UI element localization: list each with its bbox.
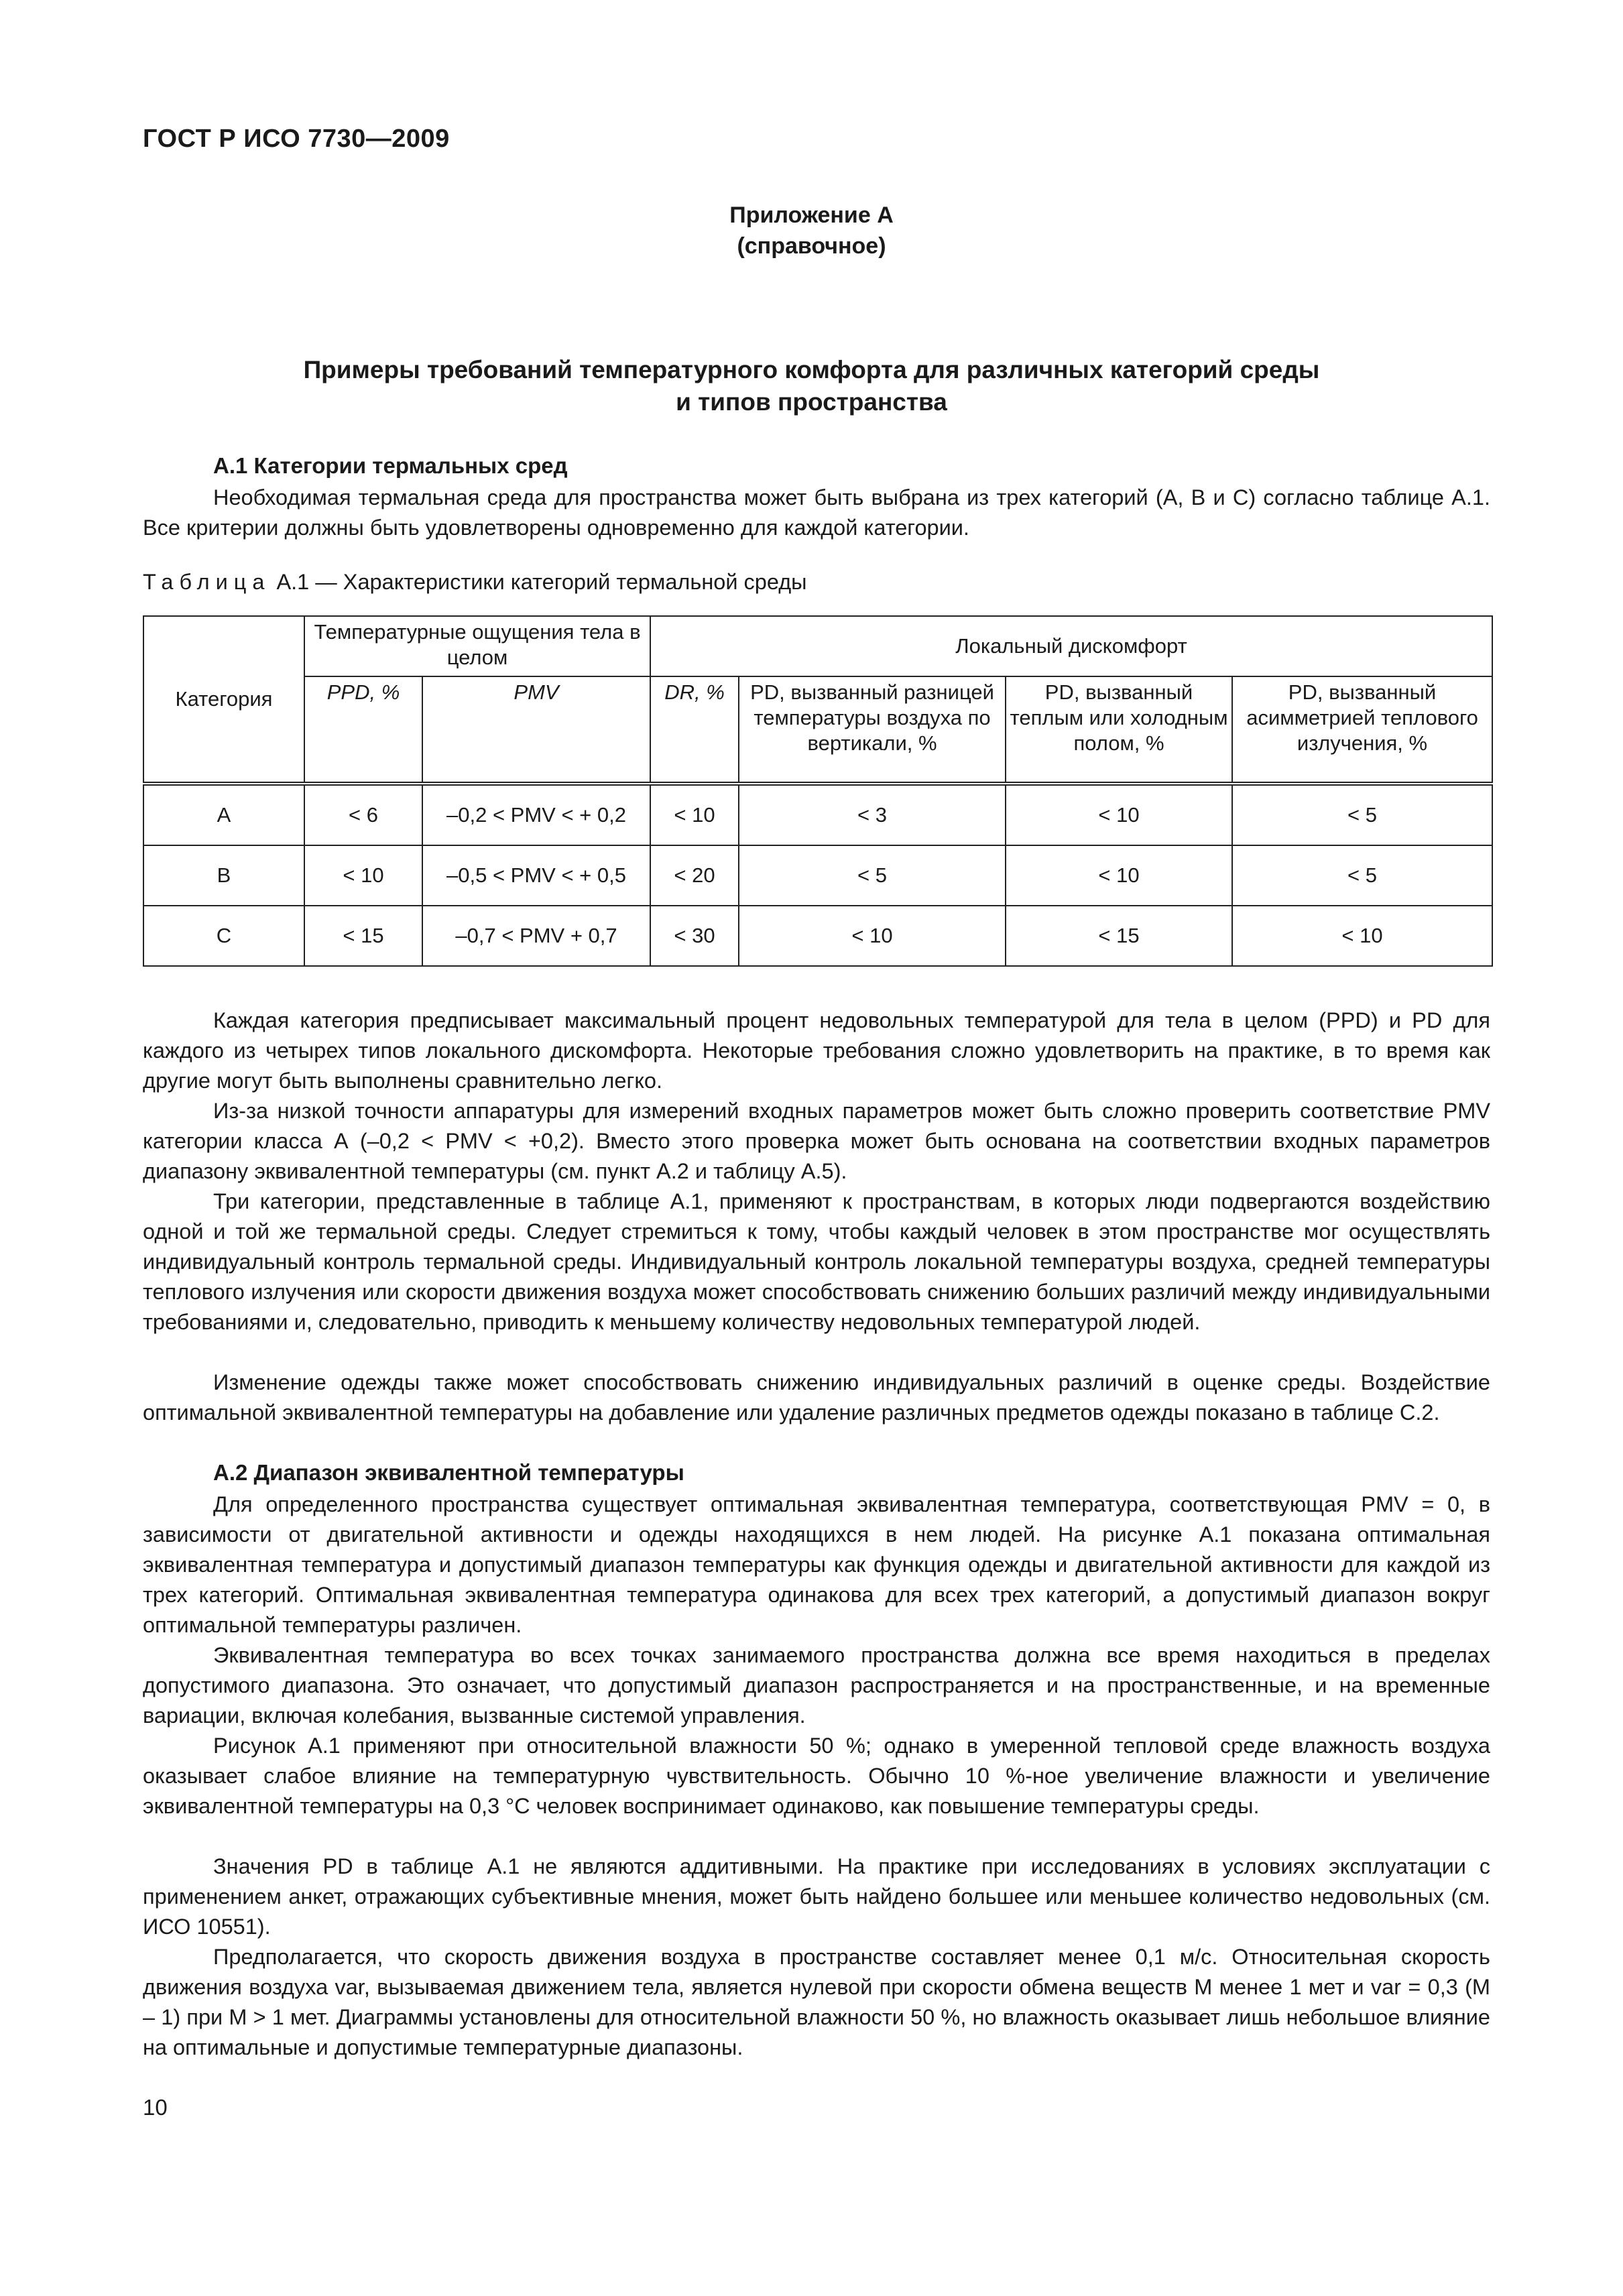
annex-subtitle: (справочное) — [737, 233, 886, 259]
header-pd-vertical: PD, вызванный разницей температуры воздуха по вертикали, % — [739, 676, 1006, 784]
section-a2-heading: А.2 Диапазон эквивалентной температуры — [213, 1460, 684, 1485]
table-row — [143, 845, 1492, 906]
paragraph-three-categories: Три категории, представленные в таблице А.1, применяют к пространствам, в которых люди подвергаются воздействию одной и той же термальной среды. Следует стремиться к тому, чтобы каждый человек в этом пространстве мог осуществлять индивидуальный контроль термальной среды. Индивидуальный контроль локальной температуры воздуха, средней температуры теплового излучения или скорости движения воздуха может способствовать снижению больших различий между индивидуальными требованиями и, следовательно, приводить к меньшему количеству недовольных температурой людей. — [143, 1189, 1490, 1334]
cell-category: В — [143, 845, 304, 906]
paragraph-air-velocity: Предполагается, что скорость движения воздуха в пространстве составляет менее 0,1 м/с. Относительная скорость движения воздуха var, вызываемая движением тела, является нулевой при скорости обмена веществ M менее 1 мет и var = 0,3 (M – 1) при M > 1 мет. Диаграммы установлены для относительной влажности 50 %, но влажность оказывает лишь небольшое влияние на оптимальные и допустимые температурные диапазоны. — [143, 1945, 1490, 2059]
standard-designation: ГОСТ Р ИСО 7730—2009 — [143, 125, 450, 153]
header-pmv: PMV — [422, 676, 650, 784]
cell-pd-asymmetry: < 5 — [1232, 845, 1492, 906]
cell-pd-asymmetry: < 5 — [1232, 784, 1492, 845]
cell-ppd: < 6 — [304, 784, 422, 845]
cell-category: А — [143, 784, 304, 845]
table-row — [143, 906, 1492, 966]
annex-heading-line1: Примеры требований температурного комфорта для различных категорий среды — [303, 356, 1320, 383]
paragraph-pd-values: Значения PD в таблице А.1 не являются аддитивными. На практике при исследованиях в условиях эксплуатации с применением анкет, отражающих субъективные мнения, может быть найдено большее или меньшее количество недовольных (см. ИСО 10551). — [143, 1854, 1490, 1939]
paragraph-optimal-temperature: Для определенного пространства существует оптимальная эквивалентная температура, соответствующая PMV = 0, в зависимости от двигательной активности и одежды находящихся в нем людей. На рисунке А.1 показана оптимальная эквивалентная температура и допустимый диапазон температуры как функция одежды и двигательной активности для каждой из трех категорий. Оптимальная эквивалентная температура одинакова для всех трех категорий, а допустимый диапазон вокруг оптимальной температуры различен. — [143, 1492, 1490, 1637]
cell-pd-vertical: < 10 — [739, 906, 1006, 966]
paragraph-range: Эквивалентная температура во всех точках занимаемого пространства должна все время находиться в пределах допустимого диапазона. Это означает, что допустимый диапазон распространяется и на пространственные, и на временные вариации, включая колебания, вызванные системой управления. — [143, 1643, 1490, 1728]
cell-pmv: –0,2 < PMV < + 0,2 — [422, 784, 650, 845]
header-local-discomfort: Локальный дискомфорт — [650, 616, 1492, 676]
header-whole-body: Температурные ощущения тела в целом — [304, 616, 650, 676]
cell-pd-floor: < 10 — [1006, 784, 1232, 845]
header-dr: DR, % — [650, 676, 739, 784]
cell-dr: < 30 — [650, 906, 739, 966]
cell-pd-vertical: < 5 — [739, 845, 1006, 906]
cell-category: С — [143, 906, 304, 966]
cell-pd-asymmetry: < 10 — [1232, 906, 1492, 966]
table-caption — [143, 570, 807, 595]
annex-heading-line2: и типов пространства — [676, 388, 947, 416]
header-category: Категория — [143, 616, 304, 784]
categories-table — [143, 615, 1493, 967]
annex-title: Приложение А — [729, 202, 894, 228]
cell-ppd: < 10 — [304, 845, 422, 906]
cell-ppd: < 15 — [304, 906, 422, 966]
paragraph-clothing: Изменение одежды также может способствовать снижению индивидуальных различий в оценке среды. Воздействие оптимальной эквивалентной температуры на добавление или удаление различных предметов одежды показано в таблице С.2. — [143, 1370, 1490, 1425]
table-row — [143, 784, 1492, 845]
cell-dr: < 20 — [650, 845, 739, 906]
header-pd-floor: PD, вызванный теплым или холодным полом, % — [1006, 676, 1232, 784]
page-number: 10 — [143, 2095, 168, 2120]
cell-pd-floor: < 10 — [1006, 845, 1232, 906]
cell-dr: < 10 — [650, 784, 739, 845]
paragraph-accuracy: Из-за низкой точности аппаратуры для измерений входных параметров может быть сложно проверить соответствие PMV категории класса А (–0,2 < PMV < +0,2). Вместо этого проверка может быть основана на соответствии входных параметров диапазону эквивалентной температуры (см. пункт А.2 и таблицу А.5). — [143, 1099, 1490, 1183]
section-a1-heading: А.1 Категории термальных сред — [213, 453, 568, 478]
cell-pmv: –0,7 < PMV + 0,7 — [422, 906, 650, 966]
header-pd-asymmetry: PD, вызванный асимметрией теплового излучения, % — [1232, 676, 1492, 784]
cell-pd-vertical: < 3 — [739, 784, 1006, 845]
header-ppd: PPD, % — [304, 676, 422, 784]
table-caption-label: Таблица — [143, 570, 271, 594]
paragraph-categories: Каждая категория предписывает максимальный процент недовольных температурой для тела в целом (PPD) и PD для каждого из четырех типов локального дискомфорта. Некоторые требования сложно удовлетворить на практике, в то время как другие могут быть выполнены сравнительно легко. — [143, 1008, 1490, 1093]
section-a1-intro: Необходимая термальная среда для пространства может быть выбрана из трех категорий (А, В и С) согласно таблице А.1. Все критерии должны быть удовлетворены одновременно для каждой категории. — [143, 485, 1490, 540]
cell-pmv: –0,5 < PMV < + 0,5 — [422, 845, 650, 906]
paragraph-humidity: Рисунок А.1 применяют при относительной влажности 50 %; однако в умеренной тепловой среде влажность воздуха оказывает слабое влияние на температурную чувствительность. Обычно 10 %-ное увеличение влажности и увеличение эквивалентной температуры на 0,3 °С человек воспринимает одинаково, как повышение температуры среды. — [143, 1734, 1490, 1818]
cell-pd-floor: < 15 — [1006, 906, 1232, 966]
table-caption-text: А.1 — Характеристики категорий термальной среды — [276, 570, 807, 594]
